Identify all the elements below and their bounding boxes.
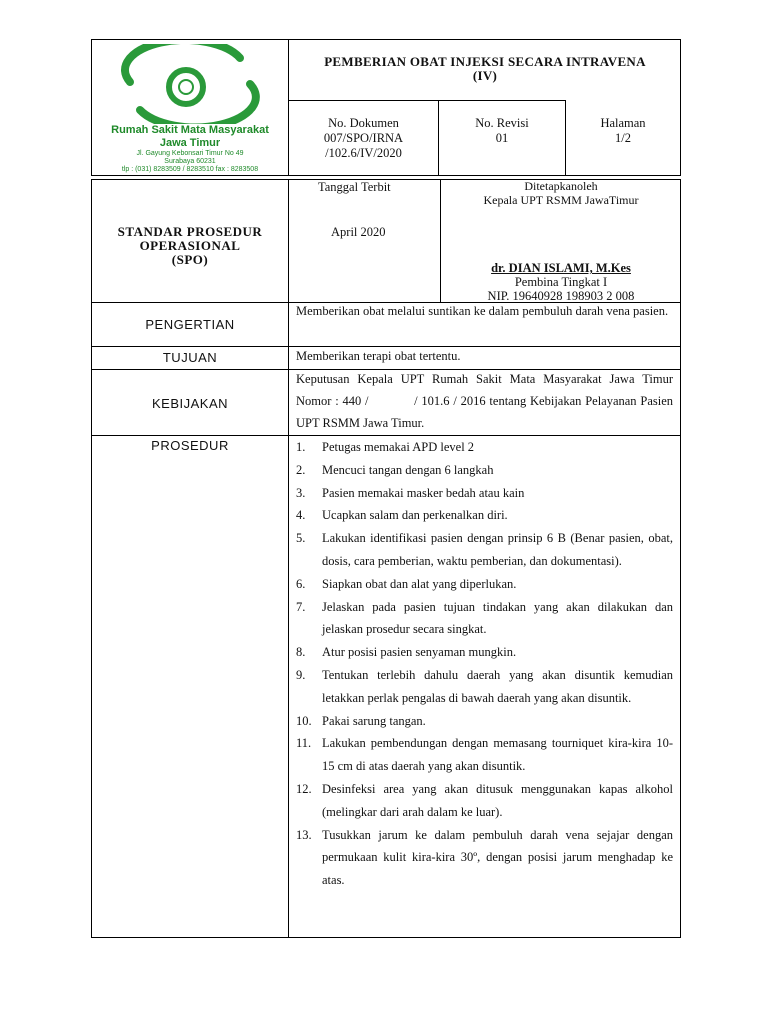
procedure-step-text: Petugas memakai APD level 2 <box>322 440 475 454</box>
procedure-step <box>290 664 673 710</box>
procedure-step-number: 9. <box>296 667 306 682</box>
hospital-address-line1: Jl. Gayung Kebonsari Timur No 49 <box>136 150 244 157</box>
procedure-step-number: 3. <box>296 485 306 500</box>
revision <box>439 116 565 146</box>
hospital-phone: tlp : (031) 8283509 / 8283510 fax : 8283508 <box>121 166 259 173</box>
hospital-name-line1: Rumah Sakit Mata Masyarakat <box>111 124 269 136</box>
tujuan-label: TUJUAN <box>162 350 218 365</box>
procedure-step-text: Siapkan obat dan alat yang diperlukan. <box>322 576 517 591</box>
signer-block <box>441 261 681 303</box>
procedure-step <box>290 459 673 482</box>
kebijakan-text: Keputusan Kepala UPT Rumah Sakit Mata Masyarakat Jawa Timur Nomor : 440 / / 101.6 / 2016 tentang Kebijakan Pelayanan Pasien UPT RSMM Jawa Timur. <box>296 372 677 430</box>
procedure-step <box>290 641 673 664</box>
signer-nip: NIP. 19640928 198903 2 008 <box>487 289 635 303</box>
column-divider <box>288 179 289 938</box>
hospital-logo <box>100 44 280 174</box>
procedure-step-text: Lakukan pembendungan dengan memasang tourniquet kira-kira 10-15 cm di atas daerah yang akan disuntik. <box>322 736 673 774</box>
doc-number-label: No. Dokumen <box>328 116 399 130</box>
procedure-step-number: 11. <box>296 736 312 751</box>
doc-number <box>289 116 438 161</box>
procedure-step-text: Tusukkan jarum ke dalam pembuluh darah vena sejajar dengan permukaan kulit kira-kira 30º, dengan posisi jarum menghadap ke atas. <box>322 827 673 888</box>
spo-title <box>92 225 288 267</box>
procedure-step-number: 1. <box>296 440 306 454</box>
procedure-step-number: 12. <box>296 781 312 796</box>
procedure-step <box>290 778 673 824</box>
issue-date-label: Tanggal Terbit <box>318 180 391 194</box>
procedure-step-text: Desinfeksi area yang akan ditusuk menggunakan kapas alkohol (melingkar dari arah dalam ke luar). <box>322 781 673 819</box>
document-title-line1: PEMBERIAN OBAT INJEKSI SECARA INTRAVENA <box>324 54 646 69</box>
approval-line2: Kepala UPT RSMM JawaTimur <box>483 193 639 207</box>
procedure-step <box>290 573 673 596</box>
procedure-step <box>290 527 673 573</box>
procedure-step-number: 7. <box>296 599 306 614</box>
procedure-step-text: Tentukan terlebih dahulu daerah yang akan disuntik kemudian letakkan perlak pengalas di bawah daerah yang akan disuntik. <box>322 667 673 705</box>
pengertian-label: PENGERTIAN <box>145 317 235 332</box>
spo-title-line1: STANDAR PROSEDUR <box>117 224 263 239</box>
procedure-step-text: Lakukan identifikasi pasien dengan prinsip 6 B (Benar pasien, obat, dosis, cara pemberian, waktu pemberian, dan dokumentasi). <box>322 531 673 568</box>
kebijakan-label: KEBIJAKAN <box>151 396 229 411</box>
signer-name: dr. DIAN ISLAMI, M.Kes <box>491 261 631 275</box>
procedure-list <box>290 436 673 892</box>
procedure-step <box>290 710 673 733</box>
doc-number-value-line1: 007/SPO/IRNA <box>323 131 404 145</box>
procedure-step <box>290 482 673 505</box>
procedure-step <box>290 732 673 778</box>
procedure-step-number: 6. <box>296 576 306 591</box>
procedure-step-text: Pasien memakai masker bedah atau kain <box>322 485 525 500</box>
document-title-line2: (IV) <box>472 68 498 83</box>
procedure-step <box>290 824 673 892</box>
procedure-step-number: 13. <box>296 827 312 842</box>
page-info <box>566 116 680 146</box>
prosedur-label: PROSEDUR <box>151 438 229 453</box>
procedure-step-text: Mencuci tangan dengan 6 langkah <box>322 462 494 477</box>
procedure-step-text: Atur posisi pasien senyaman mungkin. <box>322 645 517 660</box>
procedure-step <box>290 504 673 527</box>
procedure-step-number: 5. <box>296 531 306 546</box>
approval-line1: Ditetapkanoleh <box>524 179 598 193</box>
spo-title-line3: (SPO) <box>171 252 209 267</box>
document-title <box>290 55 680 83</box>
hospital-address-line2: Surabaya 60231 <box>164 158 216 165</box>
spo-title-line2: OPERASIONAL <box>139 238 241 253</box>
procedure-step-number: 10. <box>296 713 312 728</box>
revision-label: No. Revisi <box>475 116 529 130</box>
hospital-name-line2: Jawa Timur <box>159 137 221 149</box>
procedure-step-text: Ucapkan salam dan perkenalkan diri. <box>322 508 508 523</box>
procedure-step-text: Jelaskan pada pasien tujuan tindakan yang akan dilakukan dan jelaskan prosedur secara singkat. <box>322 599 673 637</box>
procedure-step <box>290 436 673 459</box>
page-label: Halaman <box>600 116 646 130</box>
page-value: 1/2 <box>615 131 631 145</box>
doc-number-value-line2: /102.6/IV/2020 <box>325 146 402 160</box>
procedure-step <box>290 596 673 642</box>
tujuan-text: Memberikan terapi obat tertentu. <box>296 349 461 363</box>
approval-block <box>441 179 681 207</box>
procedure-step-number: 4. <box>296 508 306 523</box>
procedure-step-number: 8. <box>296 645 306 660</box>
procedure-step-text: Pakai sarung tangan. <box>322 713 426 728</box>
revision-value: 01 <box>495 131 509 145</box>
eye-logo-icon <box>100 44 280 124</box>
pengertian-text: Memberikan obat melalui suntikan ke dalam pembuluh darah vena pasien. <box>296 304 669 318</box>
signer-rank: Pembina Tingkat I <box>514 275 608 289</box>
procedure-step-number: 2. <box>296 462 306 477</box>
issue-date-value: April 2020 <box>331 225 386 239</box>
